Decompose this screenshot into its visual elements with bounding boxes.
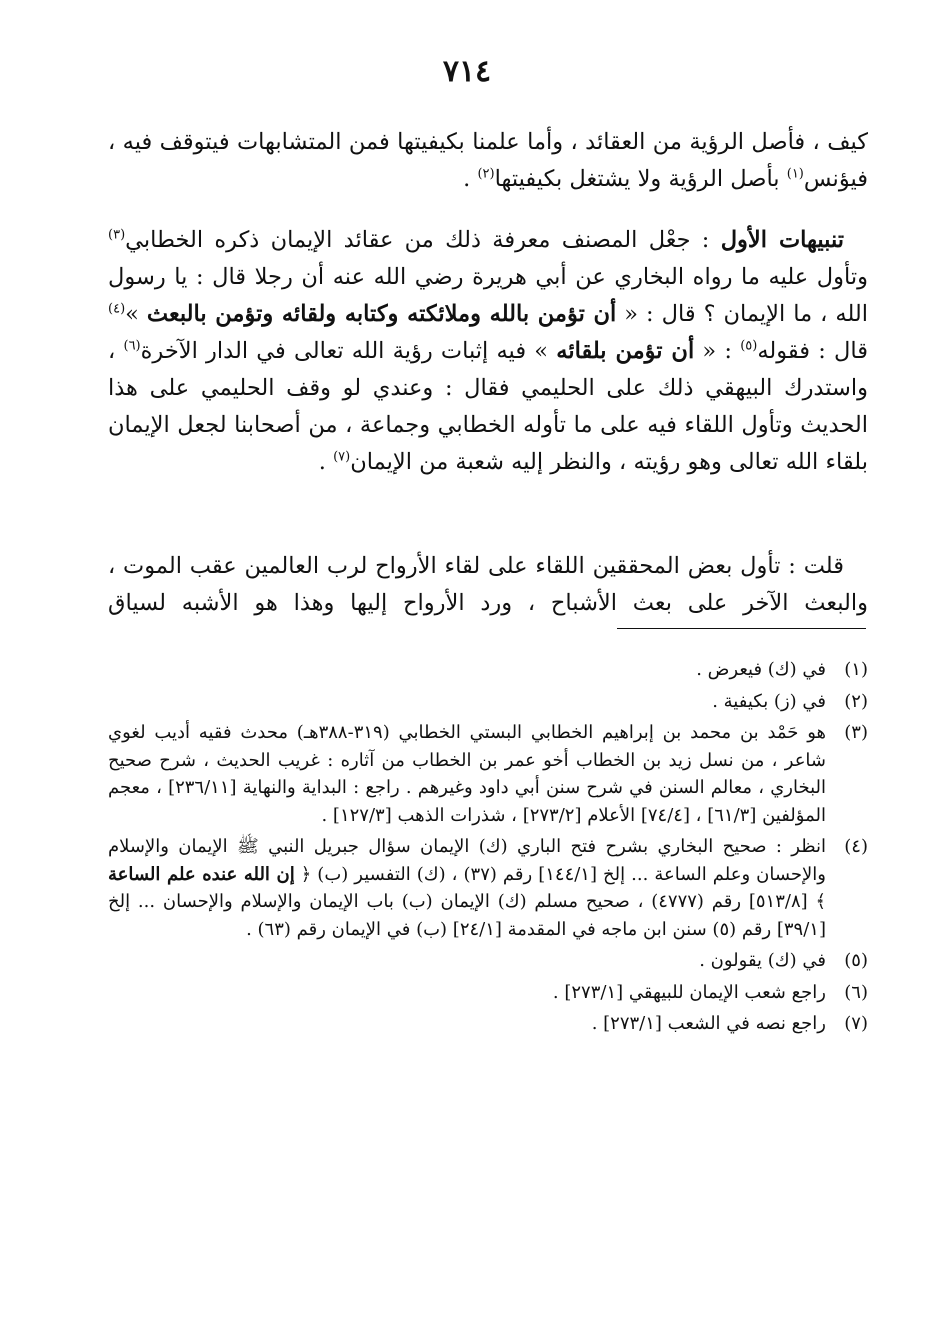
quran-quote: إن الله عنده علم الساعة: [108, 863, 295, 885]
footnote-1: [108, 656, 868, 684]
footnote-6: [108, 979, 868, 1007]
footnote-text: في (ك) يقولون .: [699, 950, 826, 971]
para1-line-2: فيؤنس$^{(١)}$ بأصل الرؤية ولا يشتغل بكيفيتها$^{(٢)}$ .: [463, 166, 868, 192]
footnote-number: (٦): [844, 981, 868, 1003]
footnote-7: [108, 1010, 868, 1038]
footnote-number: (٧): [844, 1013, 868, 1034]
para2-line-3: الله ، ما الإيمان ؟ قال : « أن تؤمن بالله وملائكته وكتابه ولقائه وتؤمن بالبعث »$^{(٤)}$: [108, 301, 868, 327]
section-heading: تنبيهات الأول: [720, 227, 844, 253]
para2-line-1: تنبيهات الأول : جعْل المصنف معرفة ذلك من عقائد الإيمان ذكره الخطابي$^{(٣)}$: [108, 227, 844, 253]
para2-line-5: واستدرك البيهقي ذلك على الحليمي فقال : وعندي لو وقف الحليمي على هذا: [108, 375, 868, 401]
footnote-number: (٤): [844, 836, 868, 857]
footnote-marker-7[interactable]: (٧): [333, 449, 351, 465]
para2-line-2: وتأول عليه ما رواه البخاري عن أبي هريرة رضي الله عنه أن رجلا قال : يا رسول: [108, 264, 868, 290]
hadith-quote-1: أن تؤمن بالله وملائكته وكتابه ولقائه وتؤمن بالبعث: [146, 301, 617, 327]
para1-line-1: كيف ، فأصل الرؤية من العقائد ، وأما علمنا بكيفيتها فمن المتشابهات فيتوقف فيه ،: [108, 129, 868, 155]
footnote-marker-1[interactable]: (١): [786, 166, 804, 182]
footnote-2: [108, 688, 868, 716]
footnote-4: [108, 833, 868, 943]
footnote-text: في (ك) فيعرض .: [696, 659, 826, 680]
footnote-text: انظر : صحيح البخاري بشرح فتح الباري (ك) الإيمان سؤال جبريل النبي ﷺ الإيمان والإسلام والإحسان وعلم الساعة ... إلخ [١٤٤/١] رقم (٣٧) ، (ك) التفسير (ب) ﴿ إن الله عنده علم الساعة ﴾ [٥١٣/٨] رقم (٤٧٧٧) ، صحيح مسلم (ك) الإيمان (ب) باب الإيمان والإسلام والإحسان ... إلخ [٣٩/١] رقم (٥) سنن ابن ماجه في المقدمة [٢٤/١] (ب) في الإيمان رقم (٦٣) .: [108, 836, 827, 940]
footnote-number: (١): [844, 659, 868, 680]
para2-line-7: بلقاء الله تعالى وهو رؤيته ، والنظر إليه شعبة من الإيمان$^{(٧)}$ .: [318, 449, 868, 475]
footnote-number: (٢): [844, 690, 868, 712]
footnotes: [108, 656, 868, 1042]
paragraph-1: [108, 124, 868, 198]
footnote-5: [108, 947, 868, 975]
footnote-3: [108, 719, 868, 829]
footnote-marker-3[interactable]: (٣): [108, 227, 126, 243]
page-number: ٧١٤: [442, 54, 492, 89]
footnote-separator: [617, 628, 866, 629]
footnote-text: في (ز) بكيفية .: [712, 690, 826, 712]
para2-line-6: الحديث وتأول اللقاء فيه على ما تأوله الخطابي وجماعة ، من أصحابنا لجعل الإيمان: [108, 412, 868, 438]
footnote-number: (٣): [844, 722, 868, 743]
para3-line-1: قلت : تأول بعض المحققين اللقاء على لقاء الأرواح لرب العالمين عقب الموت ،: [108, 553, 844, 579]
paragraph-2: [108, 222, 868, 481]
footnote-text: راجع نصه في الشعب [٢٧٣/١] .: [591, 1013, 826, 1034]
footnote-marker-6[interactable]: (٦): [123, 338, 141, 354]
hadith-quote-2: أن تؤمن بلقائه: [556, 338, 695, 364]
para2-line-4: قال : فقوله$^{(٥)}$ : « أن تؤمن بلقائه » فيه إثبات رؤية الله تعالى في الدار الآخرة$^{(٦)}$ ،: [108, 338, 868, 364]
footnote-marker-2[interactable]: (٢): [477, 166, 495, 182]
footnote-text: هو حَمْد بن محمد بن إبراهيم الخطابي البستي الخطابي (٣١٩-٣٨٨هـ) محدث فقيه أديب لغوي شاعر ، من نسل زيد بن الخطاب أخو عمر بن الخطاب من آثاره : غريب الحديث ، شرح صحيح البخاري ، معالم السنن في شرح سنن أبي داود وغيرهم . راجع : البداية والنهاية [٢٣٦/١١] ، معجم المؤلفين [٦١/٣] ، [٧٤/٤] الأعلام [٢٧٣/٢] ، شذرات الذهب [١٢٧/٣] .: [108, 722, 826, 826]
para3-line-2: والبعث الآخر على بعث الأشباح ، ورد الأرواح إليها وهذا هو الأشبه لسياق: [108, 590, 868, 616]
paragraph-3: [108, 548, 868, 622]
footnote-text: راجع شعب الإيمان للبيهقي [٢٧٣/١] .: [552, 981, 826, 1003]
footnote-marker-4[interactable]: (٤): [108, 301, 126, 317]
footnote-number: (٥): [844, 950, 868, 971]
footnote-marker-5[interactable]: (٥): [740, 338, 758, 354]
